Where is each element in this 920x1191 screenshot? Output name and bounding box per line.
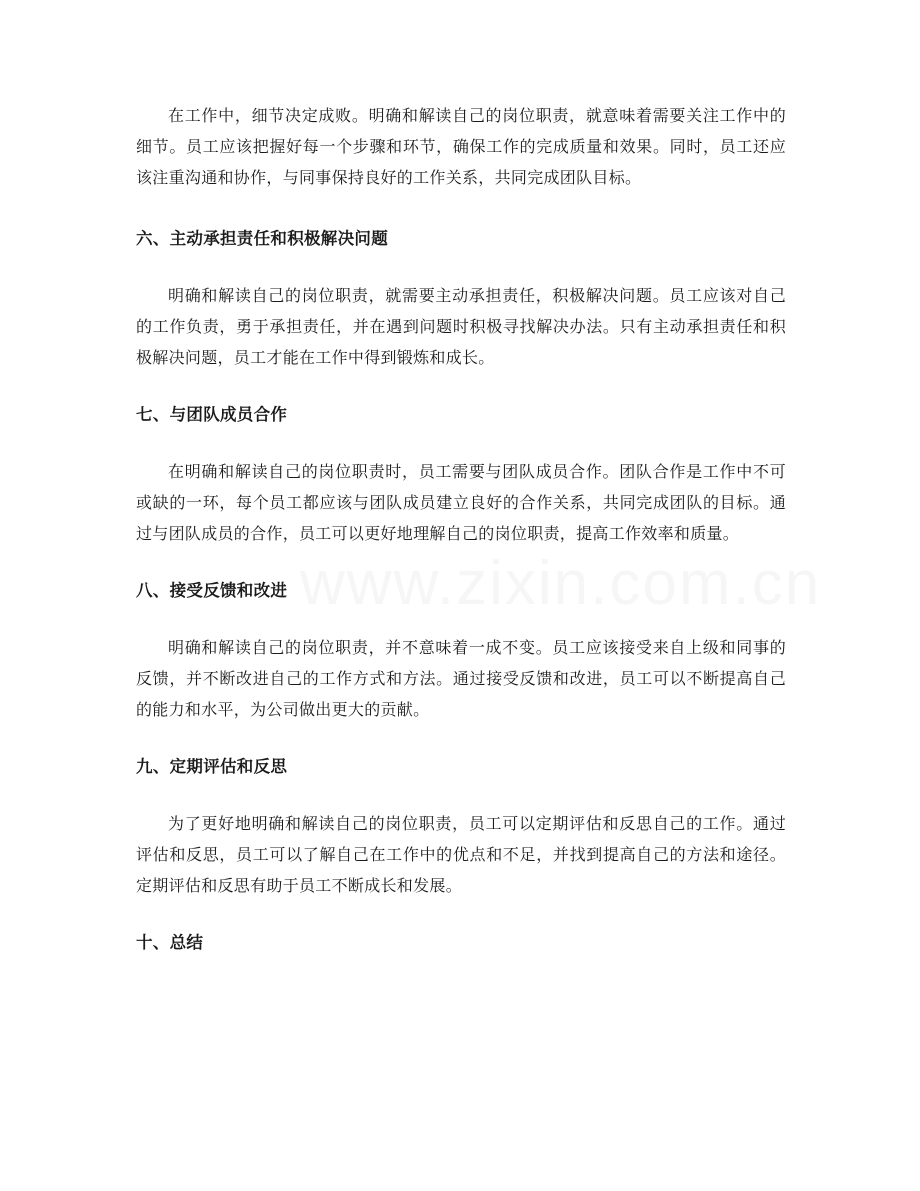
section-paragraph-8: 明确和解读自己的岗位职责，并不意味着一成不变。员工应该接受来自上级和同事的反馈，并不断改进自己的工作方式和方法。通过接受反馈和改进，员工可以不断提高自己的能力和水平，为公司做出更大的贡献。 — [136, 638, 786, 719]
document-page — [136, 100, 786, 958]
section-heading-9: 九、定期评估和反思 — [136, 757, 288, 776]
section-heading-8: 八、接受反馈和改进 — [136, 581, 288, 600]
watermark: www.zixin.com.cn — [300, 549, 822, 618]
section-paragraph-9: 为了更好地明确和解读自己的岗位职责，员工可以定期评估和反思自己的工作。通过评估和反思，员工可以了解自己在工作中的优点和不足，并找到提高自己的方法和途径。定期评估和反思有助于员工不断成长和发展。 — [136, 814, 786, 895]
section-heading-10: 十、总结 — [136, 933, 204, 952]
section-heading-7: 七、与团队成员合作 — [136, 405, 288, 424]
intro-paragraph: 在工作中，细节决定成败。明确和解读自己的岗位职责，就意味着需要关注工作中的细节。员工应该把握好每一个步骤和环节，确保工作的完成质量和效果。同时，员工还应该注重沟通和协作，与同事保持良好的工作关系，共同完成团队目标。 — [136, 106, 786, 187]
section-paragraph-7: 在明确和解读自己的岗位职责时，员工需要与团队成员合作。团队合作是工作中不可或缺的一环，每个员工都应该与团队成员建立良好的合作关系，共同完成团队的目标。通过与团队成员的合作，员工可以更好地理解自己的岗位职责，提高工作效率和质量。 — [136, 462, 786, 543]
section-heading-6: 六、主动承担责任和积极解决问题 — [136, 229, 388, 248]
section-paragraph-6: 明确和解读自己的岗位职责，就需要主动承担责任，积极解决问题。员工应该对自己的工作负责，勇于承担责任，并在遇到问题时积极寻找解决办法。只有主动承担责任和积极解决问题，员工才能在工作中得到锻炼和成长。 — [136, 286, 786, 367]
